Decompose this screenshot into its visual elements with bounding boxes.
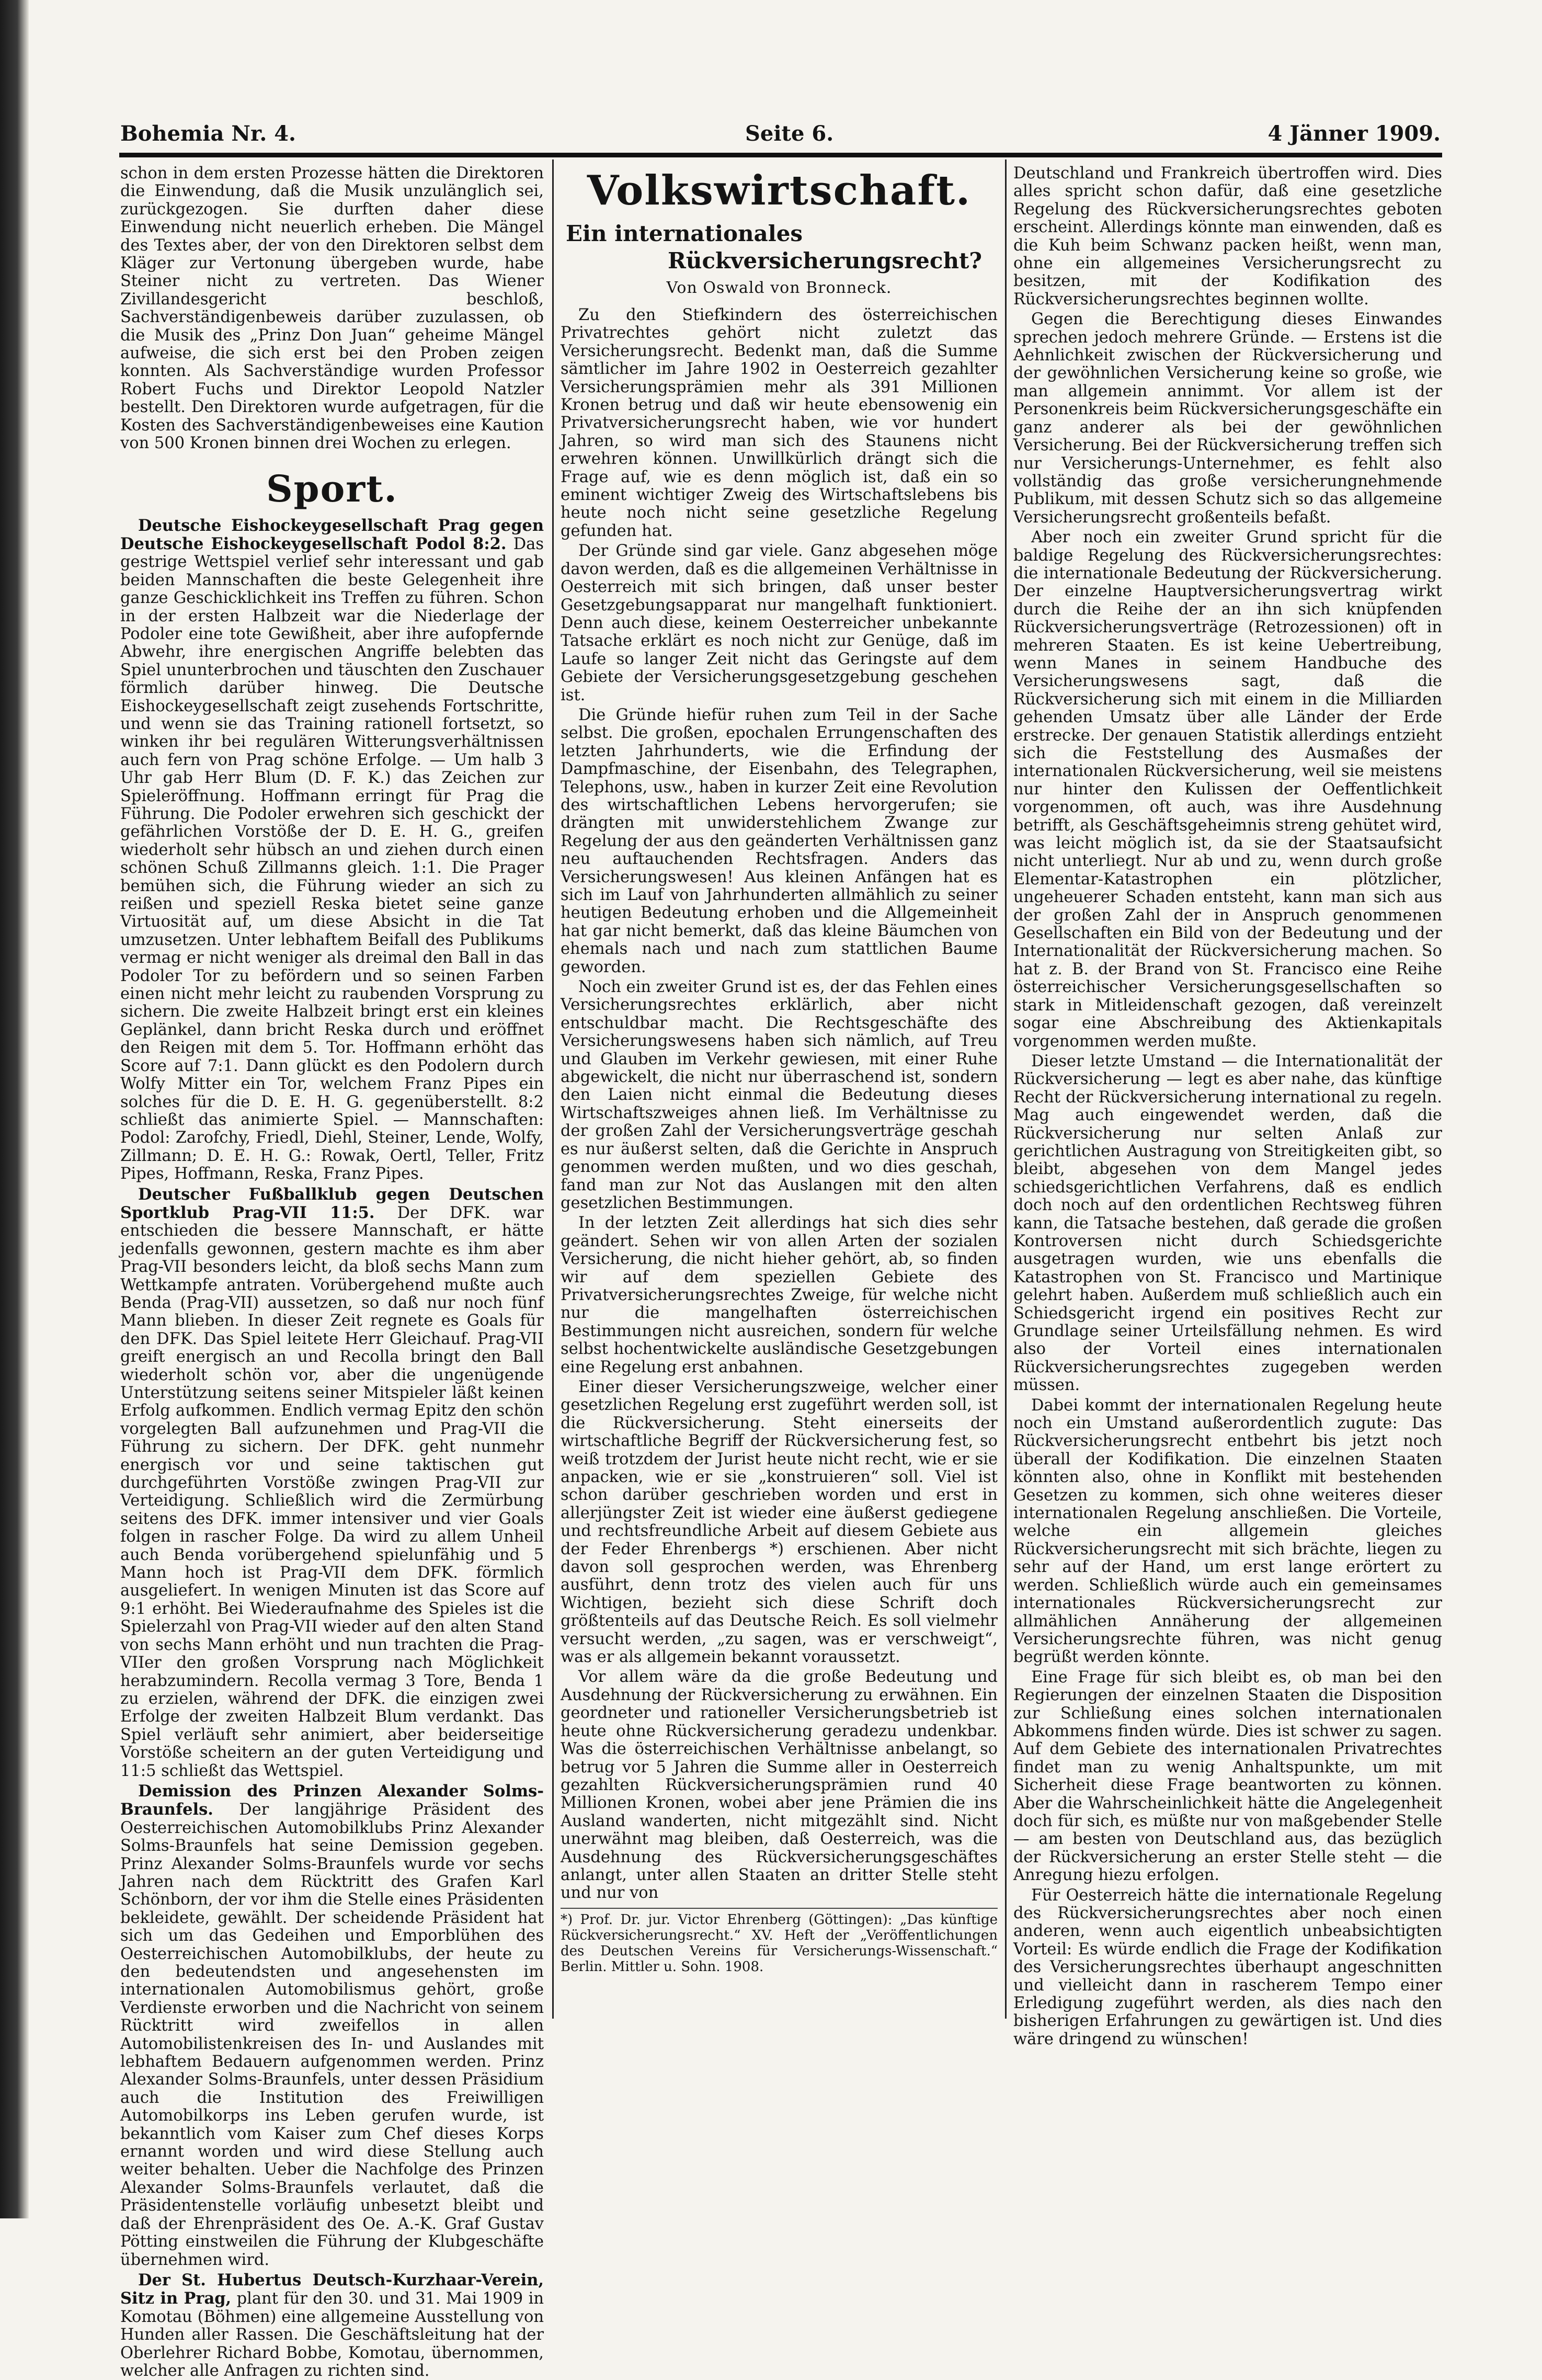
footnote: *) Prof. Dr. jur. Victor Ehrenberg (Göttingen): „Das künftige Rückversicherungsrecht.“ XV. Heft der „Veröffentlichungen des Deutschen Vereins für Versicherungs-Wissenschaft.“ Berlin. Mittler u. Sohn. 1908.: [561, 1908, 998, 1975]
article-paragraph: Noch ein zweiter Grund ist es, der das Fehlen eines Versicherungsrechtes erklärlich, aber nicht entschuldbar macht. Die Rechtsgeschäfte des Versicherungswesens haben sich nämlich, auf Treu und Glauben im Verkehr gewiesen, mit einer Ruhe abgewickelt, die nicht nur überraschend ist, sondern den Laien nicht einmal die Bedeutung dieses Wirtschaftszweiges ahnen ließ. Im Verhältnisse zu der großen Zahl der Versicherungsverträge geschah es nur äußerst selten, daß die Gerichte in Anspruch genommen werden mußten, und wo dies geschah, fand man zur Not das Auslangen mit den alten gesetzlichen Bestimmungen.: [561, 978, 998, 1212]
article-paragraph: Für Oesterreich hätte die internationale Regelung des Rückversicherungsrechtes aber noch einen anderen, wenn auch eigentlich unbeabsichtigten Vorteil: Es würde endlich die Frage der Kodifikation des Versicherungsrechtes überhaupt angeschnitten und vielleicht dann in rascherem Tempo einer Erledigung zugeführt werden, als dies nach den bisherigen Erfahrungen zu gewärtigen ist. Und dies wäre dringend zu wünschen!: [1013, 1886, 1442, 2048]
article-paragraph: Dieser letzte Umstand — die Internationalität der Rückversicherung — legt es aber nahe, das künftige Recht der Rückversicherung international zu regeln. Mag auch eingewendet werden, daß die Rückversicherung nur selten Anlaß zur gerichtlichen Austragung von Streitigkeiten gibt, so bleibt, abgesehen von dem Mangel jedes schiedsgerichtlichen Verfahrens, daß es endlich doch noch auf den ordentlichen Rechtsweg führen kann, die Tatsache bestehen, daß gerade die großen Kontroversen nicht durch Schiedsgerichte ausgetragen wurden, wie uns ebenfalls die Katastrophen von St. Francisco und Martinique gelehrt haben. Außerdem muß schließlich auch ein Schiedsgericht irgend ein positives Recht zur Grundlage seiner Urteilsfällung nehmen. Es wird also der Vorteil eines internationalen Rückversicherungsrechtes zugegeben werden müssen.: [1013, 1052, 1442, 1395]
article-paragraph: Deutschland und Frankreich übertroffen wird. Dies alles spricht schon dafür, daß eine gesetzliche Regelung des Rückversicherungsrechtes geboten erscheint. Allerdings könnte man einwenden, daß es die Kuh beim Schwanz packen heißt, wenn man, ohne ein allgemeines Versicherungsrecht zu besitzen, mit der Kodifikation des Rückversicherungsrechtes beginnen wollte.: [1013, 164, 1442, 309]
article-paragraph: In der letzten Zeit allerdings hat sich dies sehr geändert. Sehen wir von allen Arten der sozialen Versicherung, die nicht hieher gehört, ab, so finden wir auf dem speziellen Gebiete des Privatversicherungsrechtes Zweige, für welche nicht nur die mangelhaften österreichischen Bestimmungen nicht ausreichen, sondern für welche selbst hochentwickelte ausländische Gesetzgebungen eine Regelung erst anbahnen.: [561, 1214, 998, 1376]
header-issue: Bohemia Nr. 4.: [120, 121, 296, 146]
article-paragraph: Einer dieser Versicherungszweige, welcher einer gesetzlichen Regelung erst zugeführt werden soll, ist die Rückversicherung. Steht einerseits der wirtschaftliche Begriff der Rückversicherung fest, so weiß trotzdem der Jurist heute nicht recht, wie er sie anpacken, wie er sie „konstruieren“ soll. Viel ist schon darüber geschrieben worden und erst in allerjüngster Zeit ist wieder eine äußerst gediegene und rechtsfreundliche Arbeit auf diesem Gebiete aus der Feder Ehrenbergs *) erschienen. Aber nicht davon soll gesprochen werden, was Ehrenberg ausführt, denn trotz des vielen auch für uns Wichtigen, bezieht sich diese Schrift doch größtenteils auf das Deutsche Reich. Es soll vielmehr versucht werden, „zu sagen, was er verschweigt“, was er als allgemein bekannt voraussetzt.: [561, 1377, 998, 1667]
column-divider-2: [1005, 160, 1007, 2019]
article-byline: Von Oswald von Bronneck.: [666, 279, 892, 297]
article-paragraph: Die Gründe hiefür ruhen zum Teil in der Sache selbst. Die großen, epochalen Errungenschaften des letzten Jahrhunderts, wie die Erfindung der Dampfmaschine, der Eisenbahn, des Telegraphen, Telephons, usw., haben in kurzer Zeit eine Revolution des wirtschaftlichen Lebens hervorgerufen; sie drängten mit unwiderstehlichem Zwange zur Regelung der aus den geänderten Verhältnissen ganz neu auftauchenden Rechtsfragen. Anders das Versicherungswesen! Aus kleinen Anfängen hat es sich im Lauf von Jahrhunderten allmählich zu seiner heutigen Bedeutung erhoben und die Allgemeinheit hat gar nicht bemerkt, daß das kleine Bäumchen von ehemals nach und nach zum stattlichen Baume geworden.: [561, 705, 998, 976]
sport-article: Demission des Prinzen Alexander Solms-Braunfels. Der langjährige Präsident des Oesterreichischen Automobilklubs Prinz Alexander Solms-Braunfels hat seine Demission gegeben. Prinz Alexander Solms-Braunfels wurde vor sechs Jahren nach dem Rücktritt des Grafen Karl Schönborn, der vor ihm die Stelle eines Präsidenten bekleidete, gewählt. Der scheidende Präsident hat sich um das Gedeihen und Emporblühen des Oesterreichischen Automobilklubs, der heute zu den bedeutendsten und angesehensten im internationalen Automobilismus gehört, große Verdienste erworben und die Nachricht von seinem Rücktritt wird zweifellos in allen Automobilistenkreisen des In- und Auslandes mit lebhaftem Bedauern aufgenommen werden. Prinz Alexander Solms-Braunfels, unter dessen Präsidium auch die Institution des Freiwilligen Automobilkorps ins Leben gerufen wurde, ist bekanntlich vom Kaiser zum Chef dieses Korps ernannt worden und wird diese Stellung auch weiter behalten. Ueber die Nachfolge des Prinzen Alexander Solms-Braunfels verlautet, daß die Präsidentenstelle vorläufig unbesetzt bleibt und daß der Ehrenpräsident des Oe. A.-K. Graf Gustav Pötting einstweilen die Führung der Klubgeschäfte übernehmen wird.: [120, 1781, 544, 2269]
sport-article: Deutscher Fußballklub gegen Deutschen Sportklub Prag-VII 11:5. Der DFK. war entschieden die bessere Mannschaft, er hätte jedenfalls gewonnen, gestern machte es ihm aber Prag-VII besonders leicht, da bloß sechs Mann zum Wettkampfe antraten. Vorübergehend mußte auch Benda (Prag-VII) aussetzen, so daß nur noch fünf Mann blieben. In dieser Zeit regnete es Goals für den DFK. Das Spiel leitete Herr Gleichauf. Prag-VII greift energisch an und Recolla bringt den Ball wiederholt schön vor, aber die ungenügende Unterstützung seitens seiner Mitspieler läßt keinen Erfolg aufkommen. Endlich vermag Epitz den schön vorgelegten Ball aufzunehmen und Prag-VII die Führung zu sichern. Der DFK. geht nunmehr energisch vor und seine taktischen gut durchgeführten Vorstöße zwingen Prag-VII zur Verteidigung. Schließlich wird die Zermürbung seitens des DFK. immer intensiver und vier Goals folgen in rascher Folge. Da wird zu allem Unheil auch Benda vorübergehend spielunfähig und 5 Mann hoch ist Prag-VII dem DFK. förmlich ausgeliefert. In wenigen Minuten ist das Score auf 9:1 erhöht. Bei Wiederaufnahme des Spieles ist die Spielerzahl von Prag-VII wieder auf den alten Stand von sechs Mann erhöht und nun trachten die Prag-VIIer den großen Vorsprung nach Möglichkeit herabzumindern. Recolla vermag 3 Tore, Benda 1 zu erzielen, während der DFK. die einzigen zwei Erfolge der zweiten Halbzeit Blum verdankt. Das Spiel verläuft sehr animiert, aber beiderseitige Vorstöße scheitern an der guten Verteidigung und 11:5 schließt das Wettspiel.: [120, 1185, 544, 1780]
header-rule: [119, 153, 1442, 157]
article-paragraph: Vor allem wäre da die große Bedeutung und Ausdehnung der Rückversicherung zu erwähnen. Ein geordneter und rationeller Versicherungsbetrieb ist heute ohne Rückversicherung geradezu undenkbar. Was die österreichischen Verhältnisse anbelangt, so betrug vor 5 Jahren die Summe aller in Oesterreich gezahlten Rückversicherungsprämien rund 40 Millionen Kronen, wobei aber jene Prämien die ins Ausland wanderten, nicht mitgezählt sind. Nicht unerwähnt mag bleiben, daß Oesterreich, was die Ausdehnung des Rückversicherungsgeschäftes anlangt, unter allen Staaten an dritter Stelle steht und nur von: [561, 1668, 998, 1903]
scan-binding-edge: [0, 0, 29, 2218]
article-paragraph: Gegen die Berechtigung dieses Einwandes sprechen jedoch mehrere Gründe. — Erstens ist die Aehnlichkeit zwischen der Rückversicherung und der gewöhnlichen Versicherung keine so große, wie man allgemein annimmt. Vor allem ist der Personenkreis beim Rückversicherungsgeschäfte ein ganz anderer als bei der gewöhnlichen Versicherung. Bei der Rückversicherung treffen sich nur Versicherungs-Unternehmer, es fehlt also vollständig das große versicherungnehmende Publikum, mit dessen Schutz sich so das allgemeine Versicherungsrecht großenteils befaßt.: [1013, 310, 1442, 527]
header-page-number: Seite 6.: [745, 121, 834, 146]
column-1: [120, 164, 544, 2380]
article-paragraph: Eine Frage für sich bleibt es, ob man bei den Regierungen der einzelnen Staaten die Disposition zur Schließung eines solchen internationalen Abkommens finden würde. Dies ist schwer zu sagen. Auf dem Gebiete des internationalen Privatrechtes findet man zu wenig Anhaltspunkte, um mit Sicherheit diese Frage beantworten zu können. Aber die Wahrscheinlichkeit hätte die Angelegenheit doch für sich, es müßte nur von maßgebender Stelle — am besten von Deutschland aus, das bezüglich der Rückversicherung an erster Stelle steht — die Anregung hiezu erfolgen.: [1013, 1668, 1442, 1885]
header-date: 4 Jänner 1909.: [1267, 121, 1441, 146]
theater-lawsuit-text: schon in dem ersten Prozesse hätten die Direktoren die Einwendung, daß die Musik unzulänglich sei, zurückgezogen. Sie durften daher diese Einwendung nicht neuerlich erheben. Die Mängel des Textes aber, der von den Direktoren selbst dem Kläger zur Vertonung übergeben wurde, habe Steiner nicht zu vertreten. Das Wiener Zivillandesgericht beschloß, Sachverständigenbeweis darüber zuzulassen, ob die Musik des „Prinz Don Juan“ geheime Mängel aufweise, die sich erst bei den Proben zeigen konnten. Als Sachverständige wurden Professor Robert Fuchs und Direktor Leopold Natzler bestellt. Den Direktoren wurde aufgetragen, für die Kosten des Sachverständigenbeweises eine Kaution von 500 Kronen binnen drei Wochen zu erlegen.: [120, 164, 544, 453]
economy-section-title: Volkswirtschaft.: [587, 167, 972, 214]
page-header: [120, 121, 1441, 153]
column-3: [1013, 165, 1442, 2157]
column-2: [561, 165, 998, 2157]
sport-article: Deutsche Eishockeygesellschaft Prag gegen Deutsche Eishockeygesellschaft Podol 8:2. Das gestrige Wettspiel verlief sehr interessant und gab beiden Mannschaften die beste Gelegenheit ihre ganze Geschicklichkeit ins Treffen zu führen. Schon in der ersten Halbzeit war die Niederlage der Podoler eine tote Gewißheit, aber ihre aufopfernde Abwehr, ihre energischen Angriffe belebten das Spiel ununterbrochen und täuschten den Zuschauer förmlich darüber hinweg. Die Deutsche Eishockeygesellschaft zeigt zusehends Fortschritte, und wenn sie das Training rationell fortsetzt, so winken ihr bei regulären Witterungsverhältnissen auch fern von Prag schöne Erfolge. — Um halb 3 Uhr gab Herr Blum (D. F. K.) das Zeichen zur Spieleröffnung. Hoffmann erringt für Prag die Führung. Die Podoler erwehren sich geschickt der gefährlichen Vorstöße der D. E. H. G., greifen wiederholt sehr hübsch an und ziehen durch einen schönen Schuß Zillmanns gleich. 1:1. Die Prager bemühen sich, die Führung wieder an sich zu reißen und speziell Reska bietet seine ganze Virtuosität auf, um diese Absicht in die Tat umzusetzen. Unter lebhaftem Beifall des Publikums vermag er nicht weniger als dreimal den Ball in das Podoler Tor zu befördern und so seinen Farben einen nicht mehr leicht zu raubenden Vorsprung zu sichern. Die zweite Halbzeit bringt erst ein kleines Geplänkel, dann bricht Reska durch und eröffnet den Reigen mit dem 5. Tor. Hoffmann erhöht das Score auf 7:1. Dann glückt es den Podolern durch Wolfy Mitter ein Tor, welchem Franz Pipes ein solches für die D. E. H. G. gegenüberstellt. 8:2 schließt das animierte Spiel. — Mannschaften: Podol: Zarofchy, Friedl, Diehl, Steiner, Lende, Wolfy, Zillmann; D. E. H. G.: Rowak, Oertl, Teller, Fritz Pipes, Hoffmann, Reska, Franz Pipes.: [120, 516, 544, 1183]
article-paragraph: Dabei kommt der internationalen Regelung heute noch ein Umstand außerordentlich zugute: Das Rückversicherungsrecht entbehrt bis jetzt noch überall der Kodifikation. Die einzelnen Staaten könnten also, ohne in Konflikt mit bestehenden Gesetzen zu kommen, sich ohne weiteres dieser internationalen Regelung anschließen. Die Vorteile, welche ein allgemein gleiches Rückversicherungsrecht mit sich brächte, liegen zu sehr auf der Hand, um erst lange erörtert zu werden. Schließlich würde auch ein gemeinsames internationales Rückversicherungsrecht zur allmählichen Annäherung der allgemeinen Versicherungsrechte führen, was nicht genug begrüßt werden könnte.: [1013, 1396, 1442, 1667]
article-title-line-1: Ein internationales: [566, 221, 803, 246]
sport-article: Der St. Hubertus Deutsch-Kurzhaar-Verein, Sitz in Prag, plant für den 30. und 31. Mai 1909 in Komotau (Böhmen) eine allgemeine Ausstellung von Hunden aller Rassen. Die Geschäftsleitung hat der Oberlehrer Richard Bobbe, Komotau, übernommen, welcher alle Anfragen zu richten sind.: [120, 2270, 544, 2380]
column-divider-1: [552, 160, 554, 2019]
article-paragraph: Zu den Stiefkindern des österreichischen Privatrechtes gehört nicht zuletzt das Versicherungsrecht. Bedenkt man, daß die Summe sämtlicher im Jahre 1902 in Oesterreich gezahlter Versicherungsprämien mehr als 391 Millionen Kronen betrug und daß wir heute ebensowenig ein Privatversicherungsrecht haben, wie vor hundert Jahren, so wird man sich des Staunens nicht erwehren können. Unwillkürlich drängt sich die Frage auf, wie es denn möglich ist, daß ein so eminent wichtiger Zweig des Wirtschaftslebens bis heute noch nicht seine gesetzliche Regelung gefunden hat.: [561, 306, 998, 540]
sport-section-title: Sport.: [266, 466, 398, 510]
article-paragraph: Der Gründe sind gar viele. Ganz abgesehen möge davon werden, daß es die allgemeinen Verhältnisse in Oesterreich mit sich bringen, daß unser bester Gesetzgebungsapparat nur mangelhaft funktioniert. Denn auch diese, keinem Oesterreicher unbekannte Tatsache erklärt es noch nicht zur Genüge, daß im Laufe so langer Zeit nicht das Geringste auf dem Gebiete der Versicherungsgesetzgebung geschehen ist.: [561, 542, 998, 704]
article-paragraph: Aber noch ein zweiter Grund spricht für die baldige Regelung des Rückversicherungsrechtes: die internationale Bedeutung der Rückversicherung. Der einzelne Hauptversicherungsvertrag wirkt durch die Reihe der an ihn sich knüpfenden Rückversicherungsverträge (Retrozessionen) oft in mehreren Staaten. Es ist keine Uebertreibung, wenn Manes in seinem Handbuche des Versicherungswesens sagt, daß die Rückversicherung sich mit einem in die Milliarden gehenden Umsatz über alle Länder der Erde erstrecke. Der genauen Statistik allerdings entzieht sich die Feststellung des Ausmaßes der internationalen Rückversicherung, weil sie meistens nur hinter den Kulissen der Oeffentlichkeit vorgenommen, oft auch, was ihre Ausdehnung betrifft, als Geschäftsgeheimnis streng gehütet wird, was leicht möglich ist, da sie der Staatsaufsicht nicht unterliegt. Nur ab und zu, wenn durch große Elementar-Katastrophen ein plötzlicher, ungeheuerer Schaden entsteht, kann man sich aus der großen Zahl der in Anspruch genommenen Gesellschaften ein Bild von der Bedeutung und der Internationalität der Rückversicherung machen. So hat z. B. der Brand von St. Francisco eine Reihe österreichischer Versicherungsgesellschaften so stark in Mitleidenschaft gezogen, daß vereinzelt sogar eine Abschreibung des Aktienkapitals vorgenommen werden mußte.: [1013, 528, 1442, 1051]
article-title-line-2: Rückversicherungsrecht?: [668, 248, 982, 274]
